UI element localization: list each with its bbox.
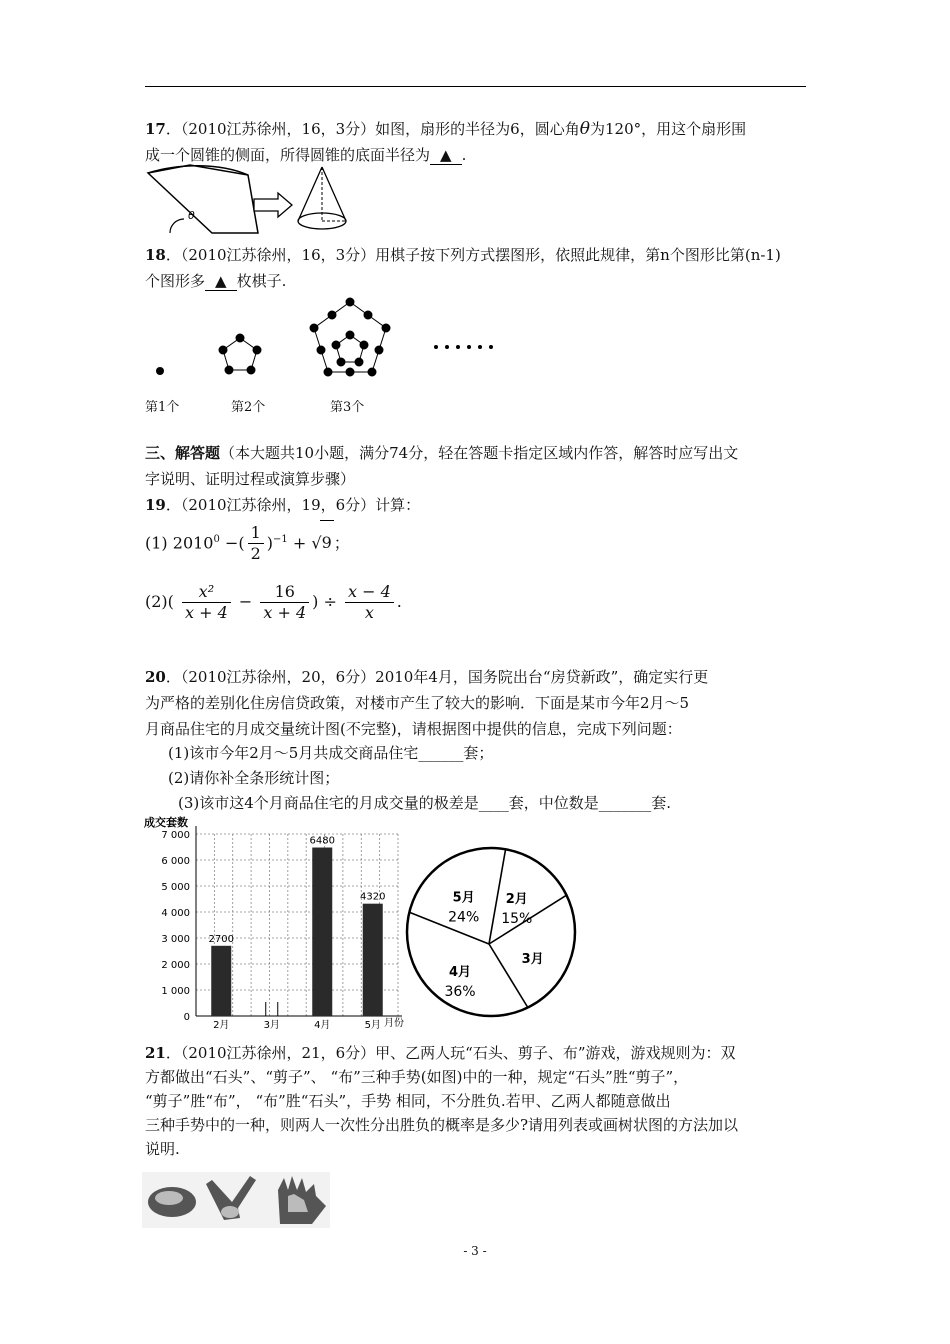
q20-line2: 为严格的差别化住房信贷政策，对楼市产生了较大的影响．下面是某市今年2月～5 (145, 694, 690, 712)
bar-chart-xlabel: 月份 (384, 1018, 404, 1029)
bar-chart-yticks (161, 830, 190, 1023)
q20-sub2: (2)请你补全条形统计图； (168, 769, 340, 787)
pie-slice-label: 3月 (521, 952, 544, 968)
figure1-dot (156, 367, 164, 375)
fraction-x-4-over-x: $\frac{x - 4}{x}$ (345, 582, 394, 623)
pie-slice-value: 36% (444, 984, 476, 1001)
fraction-one-half: $\frac{1}{2}$ (248, 523, 264, 564)
section3-heading: 三、解答题（本大题共10小题，满分74分，轻在答题卡指定区域内作答，解答时应写出文 (145, 444, 739, 462)
q19-part2: (2)( $\frac{\text{x²}}{x + 4}$ − $\frac{16}{x + 4}$ ) ÷ $\frac{x - 4}{x}$ . (145, 582, 402, 622)
section-title: 三、解答题 (145, 444, 221, 462)
y-tick-label: 5 000 (161, 882, 190, 893)
section3-desc2: 字说明、证明过程或演算步骤） (145, 470, 356, 488)
q21-line5: 说明. (145, 1140, 180, 1158)
pie-slice-label: 4月 (449, 965, 472, 981)
bar-value-label: 4320 (360, 891, 386, 903)
q20-line3: 月商品住宅的月成交量统计图(不完整)，请根据图中提供的信息，完成下列问题： (145, 720, 682, 738)
fig-label-1: 第1个 (145, 400, 180, 415)
y-tick-label: 7 000 (161, 830, 190, 841)
x-category-label: 2月 (213, 1020, 230, 1031)
pie-chart (402, 842, 582, 1024)
x-category-label: 3月 (263, 1020, 280, 1031)
q17-sector-cone-figure (140, 163, 350, 241)
x-category-label: 5月 (364, 1020, 381, 1031)
bar-5月 (363, 904, 383, 1016)
q18-answer-blank: ▲ (205, 272, 237, 291)
ellipsis-dots (434, 345, 493, 349)
q21-line4: 三种手势中的一种，则两人一次性分出胜负的概率是多少?请用列表或画树状图的方法加以 (145, 1116, 739, 1134)
fraction-x2-over-x4: $\frac{\text{x²}}{x + 4}$ (182, 582, 231, 623)
rock-hand-icon (148, 1187, 196, 1217)
q19-part1: (1) 2010$^0$ −( $\frac{1}{2}$ )$^{-1}$ + √9 ； (145, 518, 810, 565)
pie-slice-label: 5月 (452, 890, 475, 906)
fig-label-2: 第2个 (231, 400, 266, 415)
y-tick-label: 4 000 (161, 908, 190, 919)
y-tick-label: 1 000 (161, 986, 190, 997)
pie-slice-value: 15% (501, 911, 533, 928)
q19-line1: 19．（2010江苏徐州，19，6分）计算： (145, 496, 421, 514)
theta-label: θ (188, 209, 195, 222)
q18-line1: 18．（2010江苏徐州，16，3分）用棋子按下列方式摆图形，依照此规律，第n个图形比第(n-1) (145, 246, 781, 264)
figure2-pentagon (219, 334, 261, 374)
bar-value-label: 6480 (309, 835, 335, 847)
y-tick-label: 6 000 (161, 856, 190, 867)
q21-line3: “剪子”胜“布”， “布”胜“石头”，手势 相同，不分胜负.若甲、乙两人都随意做出 (145, 1092, 671, 1110)
page-number: - 3 - (463, 1244, 487, 1258)
q17-number: 17 (145, 120, 166, 138)
x-category-label: 4月 (314, 1020, 331, 1031)
q18-number: 18 (145, 246, 166, 264)
pie-slice-value: 24% (448, 909, 480, 926)
q18-line2: 个图形多 ▲ 枚棋子. (145, 272, 287, 290)
pie-slice-label: 2月 (505, 892, 528, 908)
y-tick-label: 2 000 (161, 960, 190, 971)
sqrt-icon: √ (311, 533, 322, 553)
q17-line2: 成一个圆锥的侧面，所得圆锥的底面半径为 ▲ . (145, 146, 467, 164)
bar-value-label: 2700 (208, 933, 234, 945)
y-tick-label: 3 000 (161, 934, 190, 945)
header-rule (145, 86, 806, 87)
q20-sub3: (3)该市这4个月商品住宅的月成交量的极差是____套，中位数是_______套. (178, 794, 672, 812)
q17-line1: 17．（2010江苏徐州，16，3分）如图，扇形的半径为6，圆心角θ为120°，用这个扇形围 (145, 119, 747, 139)
fraction-16-over-x4: $\frac{16}{x + 4}$ (260, 582, 309, 623)
q20-number: 20 (145, 668, 166, 686)
figure3-pentagons (310, 298, 390, 376)
arrow-right-icon (254, 193, 292, 217)
q17-answer-blank: ▲ (430, 146, 462, 165)
q18-chess-pattern-figure (142, 290, 512, 418)
q19-number: 19 (145, 496, 166, 514)
bar-2月 (211, 946, 231, 1016)
q21-line2: 方都做出“石头”、“剪子”、 “布”三种手势(如图)中的一种，规定“石头”胜“剪子”， (145, 1068, 689, 1086)
q21-line1: 21．（2010江苏徐州，21，6分）甲、乙两人玩“石头、剪子、布”游戏，游戏规则为：双 (145, 1044, 736, 1062)
bar-chart-xcats (213, 1019, 381, 1031)
bar-4月 (312, 848, 332, 1016)
q20-line1: 20．（2010江苏徐州，20，6分）2010年4月，国务院出台“房贷新政”，确定实行更 (145, 668, 709, 686)
theta-symbol: θ (579, 119, 590, 139)
fig-label-3: 第3个 (330, 400, 365, 415)
y-tick-label: 0 (183, 1012, 190, 1023)
q21-number: 21 (145, 1044, 166, 1062)
sector-shape (148, 165, 258, 233)
bar-chart-bars (209, 836, 386, 1016)
bar-chart (140, 812, 412, 1034)
hand-gestures-figure (142, 1172, 330, 1228)
bar-chart-ylabel: 成交套数 (144, 816, 188, 829)
q20-sub1: (1)该市今年2月～5月共成交商品住宅______套； (168, 744, 494, 762)
